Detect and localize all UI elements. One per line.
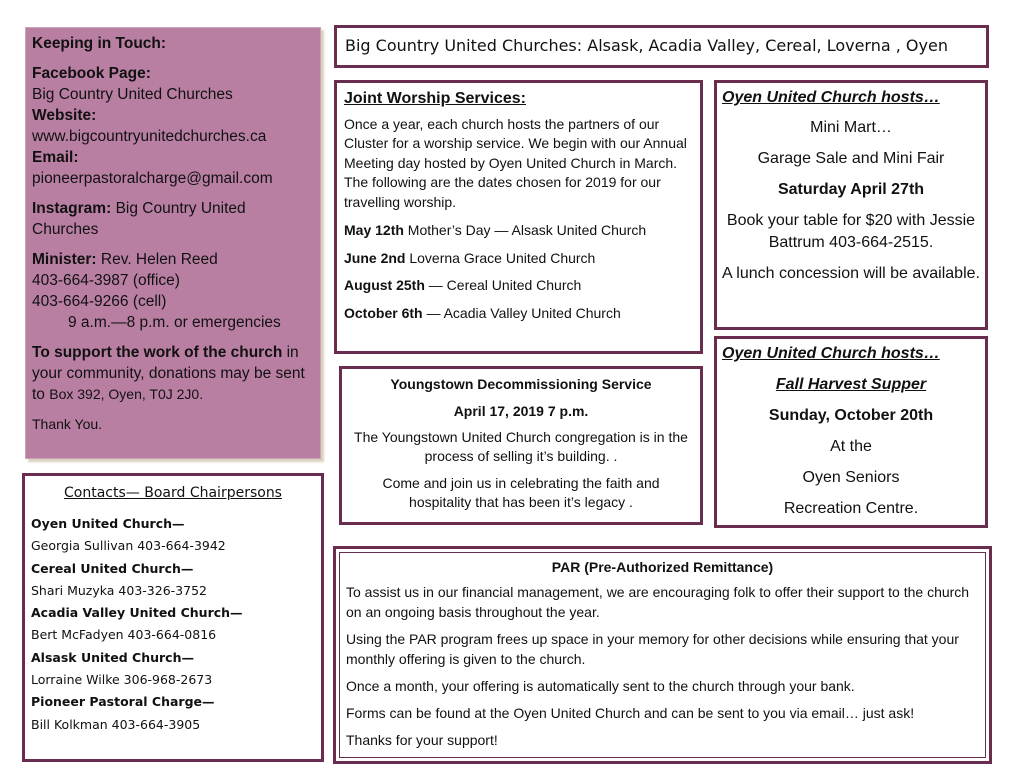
- worship-date-text: — Acadia Valley United Church: [422, 304, 621, 321]
- mini-mart-date: Saturday April 27th: [777, 181, 925, 198]
- worship-date-text: Loverna Grace United Church: [405, 249, 596, 266]
- harvest-title: Oyen United Church hosts…: [722, 345, 940, 362]
- worship-date: May 12th: [344, 222, 404, 238]
- contacts-panel: [22, 473, 324, 762]
- mini-mart-line1: Mini Mart…: [810, 119, 892, 136]
- worship-date: August 25th: [344, 277, 425, 293]
- harvest-at: At the: [830, 438, 872, 455]
- facebook-label: Facebook Page:: [32, 65, 151, 82]
- contact-person: Bill Kolkman 403-664-3905: [31, 716, 201, 732]
- par-title: PAR (Pre-Authorized Remittance): [551, 559, 774, 575]
- support-lead: To support the work of the church: [32, 344, 283, 361]
- joint-worship-panel: [334, 80, 703, 354]
- mini-mart-panel: [714, 80, 988, 330]
- youngstown-panel: [339, 366, 703, 525]
- header-banner: [334, 25, 989, 68]
- harvest-venue2: Recreation Centre.: [783, 500, 919, 517]
- joint-worship-title: Joint Worship Services:: [344, 90, 526, 107]
- website-value: www.bigcountryunitedchurches.ca: [32, 128, 267, 145]
- hours: 9 a.m.—8 p.m. or emergencies: [68, 314, 281, 331]
- worship-date-item: [344, 276, 693, 296]
- contact-church: Cereal United Church—: [31, 560, 194, 576]
- contacts-list: [31, 513, 315, 736]
- phone-cell: 403-664-9266 (cell): [32, 293, 167, 310]
- contact-person: Bert McFadyen 403-664-0816: [31, 627, 217, 643]
- par-paragraph: To assist us in our financial management, we are encouraging folk to offer their support to the church on an ongoing basis throughout the year.: [346, 584, 970, 620]
- page-title: Big Country United Churches: Alsask, Acadia Valley, Cereal, Loverna , Oyen: [345, 36, 948, 55]
- mini-mart-lunch: A lunch concession will be available.: [722, 265, 980, 282]
- mini-mart-title: Oyen United Church hosts…: [722, 89, 940, 106]
- youngstown-para1: The Youngstown United Church congregation is in the process of selling it’s building. .: [354, 429, 688, 464]
- mini-mart-line2: Garage Sale and Mini Fair: [757, 150, 945, 167]
- par-paragraph: Thanks for your support!: [346, 732, 498, 748]
- harvest-date: Sunday, October 20th: [768, 407, 934, 424]
- email-value: pioneerpastoralcharge@gmail.com: [32, 170, 273, 187]
- instagram-line: [32, 198, 314, 240]
- contact-church: Acadia Valley United Church—: [31, 605, 243, 621]
- worship-date-item: [344, 304, 693, 324]
- worship-date: June 2nd: [344, 249, 406, 266]
- par-paragraph: Once a month, your offering is automatically sent to the church through your bank.: [346, 678, 855, 694]
- support-rest: in your community, donations may be sent to: [32, 344, 305, 403]
- youngstown-title: Youngstown Decommissioning Service: [390, 376, 652, 392]
- par-inner: [339, 552, 986, 758]
- par-paragraph: Using the PAR program frees up space in your memory for other decisions while ensuring that your monthly offering is given to the church.: [346, 631, 959, 667]
- worship-date-text: — Cereal United Church: [424, 277, 582, 293]
- worship-date-item: [344, 221, 693, 241]
- contact-person: Shari Muzyka 403-326-3752: [31, 582, 207, 598]
- worship-date-item: [344, 249, 693, 269]
- joint-worship-body: Once a year, each church hosts the partners of our Cluster for a worship service. We begin with our Annual Meeting day hosted by Oyen United Church in March. The following are the dates chosen for 2019 for our travelling worship.: [344, 115, 687, 210]
- instagram-label: Instagram:: [32, 200, 112, 217]
- keeping-in-touch-panel: [25, 27, 321, 459]
- support-address: Box 392, Oyen, T0J 2J0.: [49, 386, 204, 402]
- keeping-in-touch-heading: Keeping in Touch:: [32, 35, 167, 52]
- phone-office: 403-664-3987 (office): [32, 272, 180, 289]
- harvest-supper-panel: [714, 336, 988, 528]
- contact-person: Lorraine Wilke 306-968-2673: [31, 672, 213, 688]
- minister-label: Minister:: [32, 251, 97, 268]
- mini-mart-booking: Book your table for $20 with Jessie Battrum 403-664-2515.: [726, 212, 976, 251]
- facebook-value: Big Country United Churches: [32, 86, 233, 103]
- contact-church: Oyen United Church—: [31, 516, 185, 531]
- minister-line: [32, 249, 314, 270]
- thank-you: Thank You.: [32, 416, 103, 432]
- support-text: [32, 342, 314, 405]
- worship-date: October 6th: [344, 304, 423, 321]
- youngstown-para2: Come and join us in celebrating the faith and hospitality that has been it’s legacy .: [382, 475, 660, 510]
- website-label: Website:: [32, 107, 97, 124]
- minister-name: Rev. Helen Reed: [100, 251, 218, 268]
- harvest-subtitle: Fall Harvest Supper: [775, 376, 927, 393]
- youngstown-date: April 17, 2019 7 p.m.: [453, 403, 589, 419]
- contact-church: Pioneer Pastoral Charge—: [31, 694, 215, 710]
- contact-church: Alsask United Church—: [31, 649, 194, 665]
- par-paragraph: Forms can be found at the Oyen United Church and can be sent to you via email… just ask!: [346, 705, 915, 721]
- instagram-value: Big Country United Churches: [32, 200, 246, 238]
- harvest-venue1: Oyen Seniors: [802, 469, 900, 486]
- contact-person: Georgia Sullivan 403-664-3942: [31, 538, 226, 554]
- email-label: Email:: [32, 149, 79, 166]
- worship-date-text: Mother’s Day — Alsask United Church: [403, 222, 647, 238]
- contacts-title: Contacts— Board Chairpersons: [64, 485, 282, 501]
- par-panel: [333, 546, 992, 764]
